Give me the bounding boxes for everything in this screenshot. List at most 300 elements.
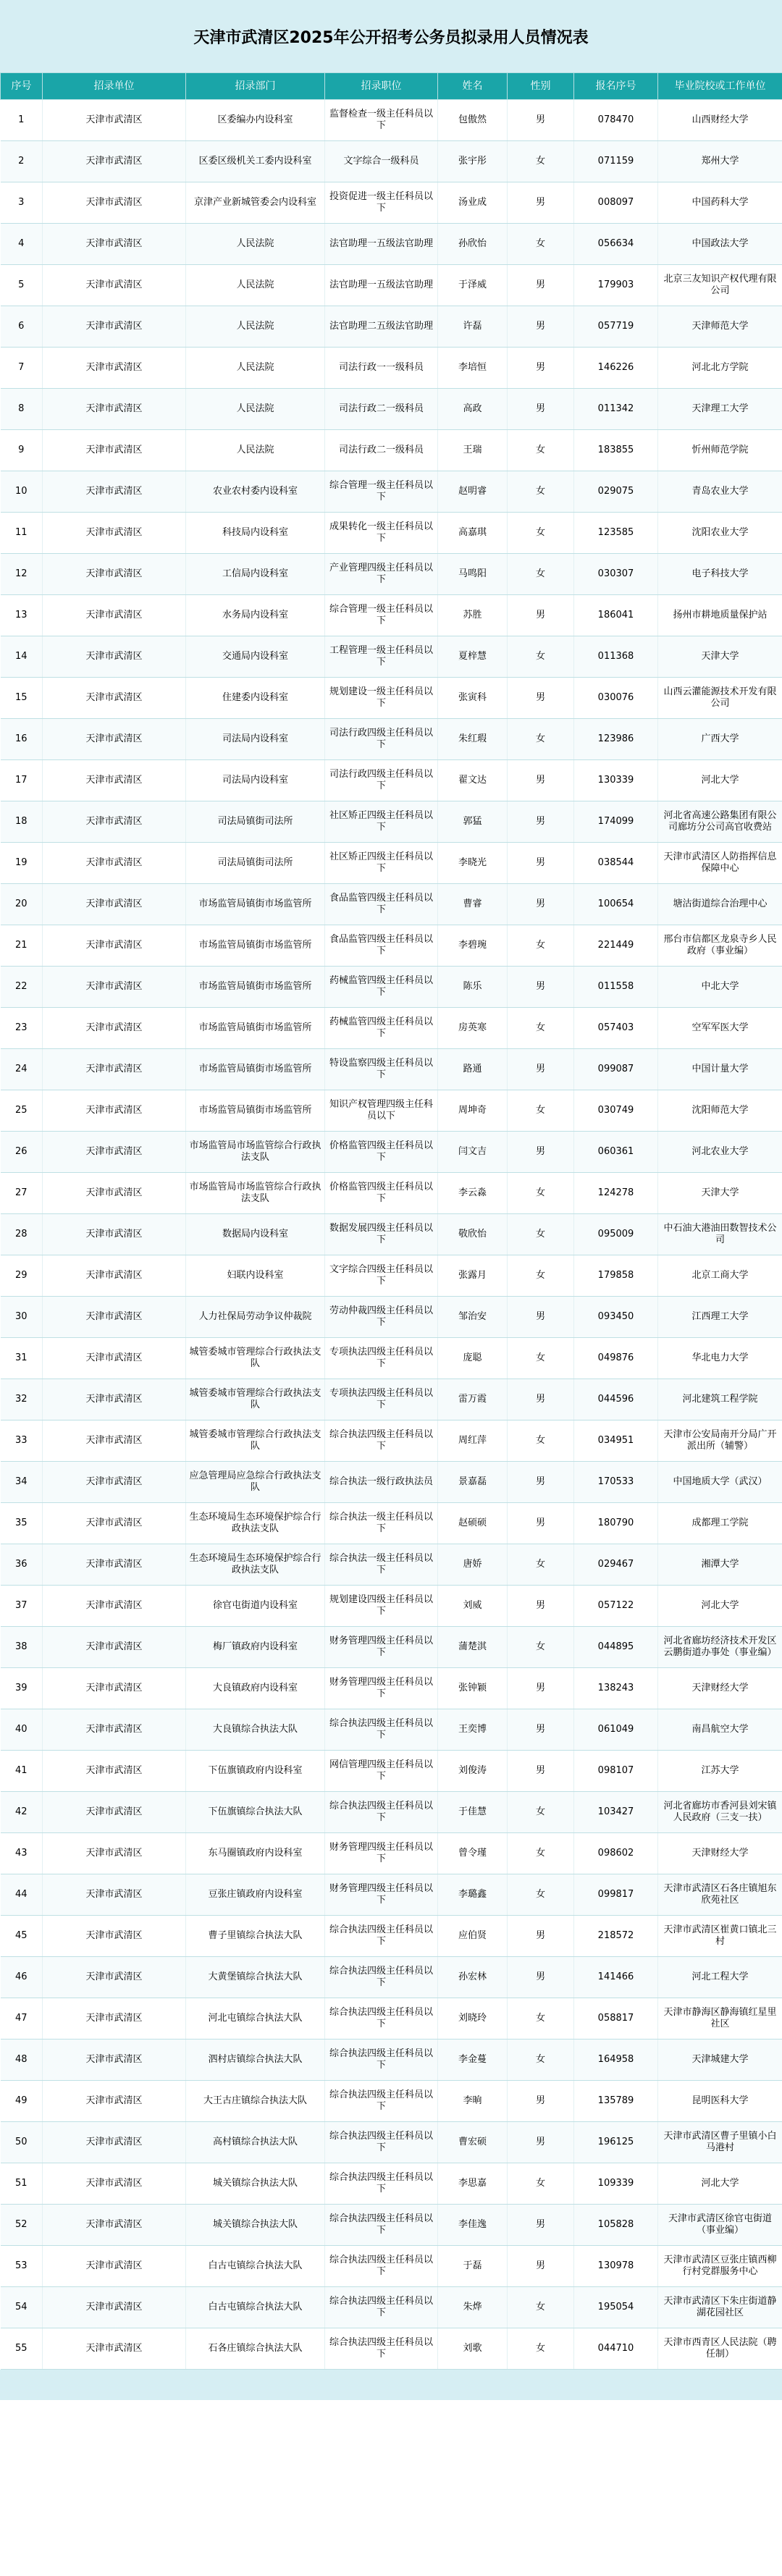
cell-index: 50	[1, 2122, 43, 2163]
cell-school-or-employer: 天津城建大学	[658, 2040, 782, 2081]
header-name: 姓名	[438, 73, 508, 100]
cell-school-or-employer: 电子科技大学	[658, 554, 782, 595]
cell-gender: 男	[508, 2081, 574, 2122]
cell-school-or-employer: 天津市西青区人民法院（聘任制）	[658, 2328, 782, 2370]
cell-unit: 天津市武清区	[43, 2205, 186, 2246]
cell-position: 综合执法四级主任科员以下	[325, 1998, 438, 2040]
cell-position: 特设监察四级主任科员以下	[325, 1049, 438, 1090]
cell-department: 人民法院	[186, 430, 325, 471]
cell-position: 法官助理一五级法官助理	[325, 265, 438, 306]
cell-department: 应急管理局应急综合行政执法支队	[186, 1462, 325, 1503]
cell-name: 李佳逸	[438, 2205, 508, 2246]
cell-gender: 女	[508, 2328, 574, 2370]
cell-unit: 天津市武清区	[43, 554, 186, 595]
cell-name: 于磊	[438, 2246, 508, 2287]
cell-school-or-employer: 北京三友知识产权代理有限公司	[658, 265, 782, 306]
cell-index: 40	[1, 1709, 43, 1751]
cell-department: 京津产业新城管委会内设科室	[186, 182, 325, 224]
cell-index: 18	[1, 801, 43, 843]
cell-registration-no: 186041	[574, 595, 658, 636]
cell-unit: 天津市武清区	[43, 678, 186, 719]
cell-name: 孙宏林	[438, 1957, 508, 1998]
cell-position: 综合执法一级主任科员以下	[325, 1544, 438, 1586]
cell-school-or-employer: 邢台市信都区龙泉寺乡人民政府（事业编）	[658, 925, 782, 967]
cell-department: 市场监管局镇街市场监管所	[186, 884, 325, 925]
cell-registration-no: 221449	[574, 925, 658, 967]
cell-gender: 女	[508, 1338, 574, 1379]
cell-registration-no: 011342	[574, 389, 658, 430]
cell-name: 赵硕硕	[438, 1503, 508, 1544]
cell-unit: 天津市武清区	[43, 2040, 186, 2081]
table-row	[1, 678, 782, 719]
table-row	[1, 636, 782, 678]
table-row	[1, 554, 782, 595]
cell-index: 12	[1, 554, 43, 595]
cell-department: 白古屯镇综合执法大队	[186, 2287, 325, 2328]
cell-school-or-employer: 天津市武清区人防指挥信息保障中心	[658, 843, 782, 884]
table-row	[1, 1338, 782, 1379]
cell-school-or-employer: 河北农业大学	[658, 1132, 782, 1173]
cell-position: 综合执法四级主任科员以下	[325, 2328, 438, 2370]
cell-unit: 天津市武清区	[43, 636, 186, 678]
cell-unit: 天津市武清区	[43, 141, 186, 182]
cell-school-or-employer: 河北省廊坊经济技术开发区云鹏街道办事处（事业编）	[658, 1627, 782, 1668]
cell-unit: 天津市武清区	[43, 760, 186, 801]
cell-gender: 女	[508, 719, 574, 760]
cell-registration-no: 095009	[574, 1214, 658, 1255]
cell-department: 农业农村委内设科室	[186, 471, 325, 513]
cell-unit: 天津市武清区	[43, 1586, 186, 1627]
cell-registration-no: 098602	[574, 1833, 658, 1874]
cell-name: 应伯贤	[438, 1916, 508, 1957]
cell-position: 综合执法四级主任科员以下	[325, 2163, 438, 2205]
cell-school-or-employer: 湘潭大学	[658, 1544, 782, 1586]
table-row	[1, 224, 782, 265]
cell-gender: 男	[508, 1049, 574, 1090]
cell-unit: 天津市武清区	[43, 2081, 186, 2122]
cell-registration-no: 170533	[574, 1462, 658, 1503]
header-school-or-employer: 毕业院校或工作单位	[658, 73, 782, 100]
cell-name: 刘晓玲	[438, 1998, 508, 2040]
cell-department: 人民法院	[186, 224, 325, 265]
cell-name: 孙欣怡	[438, 224, 508, 265]
cell-registration-no: 099087	[574, 1049, 658, 1090]
cell-school-or-employer: 天津大学	[658, 1173, 782, 1214]
cell-name: 周坤奇	[438, 1090, 508, 1132]
cell-registration-no: 078470	[574, 100, 658, 141]
cell-registration-no: 124278	[574, 1173, 658, 1214]
cell-position: 财务管理四级主任科员以下	[325, 1627, 438, 1668]
cell-gender: 男	[508, 182, 574, 224]
cell-unit: 天津市武清区	[43, 182, 186, 224]
cell-name: 李碧琬	[438, 925, 508, 967]
table-row	[1, 1709, 782, 1751]
cell-name: 马鸣阳	[438, 554, 508, 595]
cell-gender: 女	[508, 2040, 574, 2081]
cell-index: 10	[1, 471, 43, 513]
table-row	[1, 1090, 782, 1132]
cell-position: 监督检查一级主任科员以下	[325, 100, 438, 141]
cell-unit: 天津市武清区	[43, 719, 186, 760]
cell-index: 34	[1, 1462, 43, 1503]
cell-registration-no: 141466	[574, 1957, 658, 1998]
cell-department: 城关镇综合执法大队	[186, 2205, 325, 2246]
cell-school-or-employer: 中北大学	[658, 967, 782, 1008]
cell-unit: 天津市武清区	[43, 884, 186, 925]
table-row	[1, 1833, 782, 1874]
cell-department: 人民法院	[186, 348, 325, 389]
cell-position: 法官助理二五级法官助理	[325, 306, 438, 348]
table-row	[1, 925, 782, 967]
cell-registration-no: 029467	[574, 1544, 658, 1586]
title-bar	[0, 0, 782, 72]
cell-unit: 天津市武清区	[43, 1049, 186, 1090]
cell-unit: 天津市武清区	[43, 1792, 186, 1833]
cell-unit: 天津市武清区	[43, 1833, 186, 1874]
cell-position: 专项执法四级主任科员以下	[325, 1338, 438, 1379]
table-row	[1, 141, 782, 182]
cell-position: 综合执法四级主任科员以下	[325, 2081, 438, 2122]
cell-registration-no: 130978	[574, 2246, 658, 2287]
cell-registration-no: 164958	[574, 2040, 658, 2081]
cell-index: 2	[1, 141, 43, 182]
cell-name: 房英寒	[438, 1008, 508, 1049]
cell-gender: 女	[508, 636, 574, 678]
cell-position: 网信管理四级主任科员以下	[325, 1751, 438, 1792]
cell-unit: 天津市武清区	[43, 1255, 186, 1297]
cell-registration-no: 044596	[574, 1379, 658, 1420]
cell-registration-no: 130339	[574, 760, 658, 801]
cell-position: 司法行政一一级科员	[325, 348, 438, 389]
cell-school-or-employer: 华北电力大学	[658, 1338, 782, 1379]
cell-school-or-employer: 天津市公安局南开分局广开派出所（辅警）	[658, 1420, 782, 1462]
cell-gender: 男	[508, 1957, 574, 1998]
table-row	[1, 430, 782, 471]
cell-index: 29	[1, 1255, 43, 1297]
cell-registration-no: 098107	[574, 1751, 658, 1792]
cell-department: 市场监管局市场监管综合行政执法支队	[186, 1132, 325, 1173]
cell-department: 市场监管局市场监管综合行政执法支队	[186, 1173, 325, 1214]
table-row	[1, 389, 782, 430]
table-row	[1, 348, 782, 389]
cell-unit: 天津市武清区	[43, 2287, 186, 2328]
cell-position: 司法行政四级主任科员以下	[325, 760, 438, 801]
cell-department: 城管委城市管理综合行政执法支队	[186, 1420, 325, 1462]
cell-position: 综合执法四级主任科员以下	[325, 1420, 438, 1462]
footer-bar	[0, 2370, 782, 2400]
cell-name: 刘威	[438, 1586, 508, 1627]
cell-department: 大良镇政府内设科室	[186, 1668, 325, 1709]
cell-gender: 女	[508, 1833, 574, 1874]
cell-department: 妇联内设科室	[186, 1255, 325, 1297]
cell-position: 法官助理一五级法官助理	[325, 224, 438, 265]
cell-registration-no: 049876	[574, 1338, 658, 1379]
cell-department: 梅厂镇政府内设科室	[186, 1627, 325, 1668]
cell-school-or-employer: 北京工商大学	[658, 1255, 782, 1297]
cell-name: 曹宏硕	[438, 2122, 508, 2163]
cell-name: 邹治安	[438, 1297, 508, 1338]
cell-position: 食品监管四级主任科员以下	[325, 884, 438, 925]
table-row	[1, 1792, 782, 1833]
cell-school-or-employer: 青岛农业大学	[658, 471, 782, 513]
cell-registration-no: 034951	[574, 1420, 658, 1462]
cell-department: 河北屯镇综合执法大队	[186, 1998, 325, 2040]
cell-unit: 天津市武清区	[43, 348, 186, 389]
cell-unit: 天津市武清区	[43, 306, 186, 348]
cell-school-or-employer: 昆明医科大学	[658, 2081, 782, 2122]
table-row	[1, 801, 782, 843]
cell-name: 张寅科	[438, 678, 508, 719]
cell-gender: 女	[508, 1255, 574, 1297]
cell-gender: 女	[508, 2163, 574, 2205]
table-row	[1, 2246, 782, 2287]
cell-unit: 天津市武清区	[43, 1668, 186, 1709]
cell-name: 许磊	[438, 306, 508, 348]
cell-index: 55	[1, 2328, 43, 2370]
cell-position: 综合执法四级主任科员以下	[325, 1792, 438, 1833]
cell-position: 综合执法四级主任科员以下	[325, 2205, 438, 2246]
cell-school-or-employer: 沈阳农业大学	[658, 513, 782, 554]
table-row	[1, 2287, 782, 2328]
cell-department: 数据局内设科室	[186, 1214, 325, 1255]
cell-gender: 女	[508, 1090, 574, 1132]
cell-registration-no: 061049	[574, 1709, 658, 1751]
cell-gender: 男	[508, 2246, 574, 2287]
header-gender: 性别	[508, 73, 574, 100]
cell-position: 工程管理一级主任科员以下	[325, 636, 438, 678]
table-row	[1, 2163, 782, 2205]
cell-position: 司法行政二一级科员	[325, 430, 438, 471]
cell-school-or-employer: 河北省高速公路集团有限公司廊坊分公司高官收费站	[658, 801, 782, 843]
cell-index: 26	[1, 1132, 43, 1173]
cell-department: 高村镇综合执法大队	[186, 2122, 325, 2163]
cell-gender: 男	[508, 1462, 574, 1503]
table-row	[1, 182, 782, 224]
cell-school-or-employer: 天津市武清区石各庄镇旭东欣苑社区	[658, 1874, 782, 1916]
table-row	[1, 2040, 782, 2081]
cell-unit: 天津市武清区	[43, 801, 186, 843]
cell-index: 46	[1, 1957, 43, 1998]
table-row	[1, 471, 782, 513]
cell-gender: 男	[508, 967, 574, 1008]
cell-gender: 男	[508, 801, 574, 843]
cell-name: 王奕博	[438, 1709, 508, 1751]
cell-registration-no: 029075	[574, 471, 658, 513]
cell-gender: 女	[508, 1998, 574, 2040]
cell-gender: 女	[508, 1874, 574, 1916]
cell-school-or-employer: 天津财经大学	[658, 1668, 782, 1709]
cell-position: 综合执法四级主任科员以下	[325, 1957, 438, 1998]
cell-school-or-employer: 河北大学	[658, 2163, 782, 2205]
cell-unit: 天津市武清区	[43, 224, 186, 265]
cell-department: 司法局内设科室	[186, 719, 325, 760]
cell-school-or-employer: 河北建筑工程学院	[658, 1379, 782, 1420]
cell-gender: 女	[508, 1008, 574, 1049]
table-body	[1, 100, 782, 2370]
cell-unit: 天津市武清区	[43, 1462, 186, 1503]
cell-position: 财务管理四级主任科员以下	[325, 1668, 438, 1709]
cell-index: 19	[1, 843, 43, 884]
cell-registration-no: 044895	[574, 1627, 658, 1668]
cell-registration-no: 146226	[574, 348, 658, 389]
cell-position: 司法行政四级主任科员以下	[325, 719, 438, 760]
cell-gender: 男	[508, 2205, 574, 2246]
cell-school-or-employer: 郑州大学	[658, 141, 782, 182]
cell-registration-no: 044710	[574, 2328, 658, 2370]
cell-position: 知识产权管理四级主任科员以下	[325, 1090, 438, 1132]
cell-position: 综合执法四级主任科员以下	[325, 1916, 438, 1957]
cell-index: 33	[1, 1420, 43, 1462]
cell-department: 司法局镇街司法所	[186, 801, 325, 843]
cell-school-or-employer: 广西大学	[658, 719, 782, 760]
cell-gender: 男	[508, 1751, 574, 1792]
cell-school-or-employer: 天津市武清区曹子里镇小白马港村	[658, 2122, 782, 2163]
cell-registration-no: 099817	[574, 1874, 658, 1916]
table-row	[1, 2328, 782, 2370]
cell-registration-no: 060361	[574, 1132, 658, 1173]
cell-index: 13	[1, 595, 43, 636]
cell-position: 综合执法四级主任科员以下	[325, 2040, 438, 2081]
cell-name: 郭猛	[438, 801, 508, 843]
cell-gender: 男	[508, 100, 574, 141]
cell-department: 城关镇综合执法大队	[186, 2163, 325, 2205]
cell-unit: 天津市武清区	[43, 1214, 186, 1255]
cell-department: 水务局内设科室	[186, 595, 325, 636]
cell-index: 21	[1, 925, 43, 967]
cell-department: 生态环境局生态环境保护综合行政执法支队	[186, 1544, 325, 1586]
table-row	[1, 1420, 782, 1462]
header-row	[1, 73, 782, 100]
cell-name: 雷万霞	[438, 1379, 508, 1420]
cell-unit: 天津市武清区	[43, 1874, 186, 1916]
table-row	[1, 1049, 782, 1090]
cell-department: 交通局内设科室	[186, 636, 325, 678]
cell-index: 28	[1, 1214, 43, 1255]
cell-gender: 男	[508, 1709, 574, 1751]
cell-position: 综合执法四级主任科员以下	[325, 1709, 438, 1751]
cell-school-or-employer: 河北大学	[658, 760, 782, 801]
cell-index: 35	[1, 1503, 43, 1544]
cell-gender: 男	[508, 760, 574, 801]
cell-index: 3	[1, 182, 43, 224]
cell-department: 司法局镇街司法所	[186, 843, 325, 884]
cell-unit: 天津市武清区	[43, 925, 186, 967]
cell-index: 32	[1, 1379, 43, 1420]
cell-gender: 男	[508, 1379, 574, 1420]
cell-department: 人力社保局劳动争议仲裁院	[186, 1297, 325, 1338]
cell-school-or-employer: 河北工程大学	[658, 1957, 782, 1998]
cell-unit: 天津市武清区	[43, 2163, 186, 2205]
cell-department: 泗村店镇综合执法大队	[186, 2040, 325, 2081]
header-department: 招录部门	[186, 73, 325, 100]
cell-school-or-employer: 成都理工学院	[658, 1503, 782, 1544]
cell-school-or-employer: 江苏大学	[658, 1751, 782, 1792]
cell-position: 文字综合四级主任科员以下	[325, 1255, 438, 1297]
cell-gender: 女	[508, 430, 574, 471]
cell-index: 54	[1, 2287, 43, 2328]
cell-unit: 天津市武清区	[43, 430, 186, 471]
cell-department: 大良镇综合执法大队	[186, 1709, 325, 1751]
cell-gender: 女	[508, 925, 574, 967]
cell-name: 朱烨	[438, 2287, 508, 2328]
cell-registration-no: 123986	[574, 719, 658, 760]
cell-name: 周红萍	[438, 1420, 508, 1462]
cell-gender: 女	[508, 513, 574, 554]
cell-school-or-employer: 天津市武清区豆张庄镇西柳行村党群服务中心	[658, 2246, 782, 2287]
table-row	[1, 265, 782, 306]
cell-index: 11	[1, 513, 43, 554]
cell-department: 司法局内设科室	[186, 760, 325, 801]
cell-registration-no: 011558	[574, 967, 658, 1008]
cell-name: 王瑞	[438, 430, 508, 471]
cell-name: 苏胜	[438, 595, 508, 636]
cell-department: 城管委城市管理综合行政执法支队	[186, 1338, 325, 1379]
cell-department: 生态环境局生态环境保护综合行政执法支队	[186, 1503, 325, 1544]
cell-unit: 天津市武清区	[43, 2328, 186, 2370]
cell-school-or-employer: 河北省廊坊市香河县刘宋镇人民政府（三支一扶）	[658, 1792, 782, 1833]
cell-index: 44	[1, 1874, 43, 1916]
cell-registration-no: 195054	[574, 2287, 658, 2328]
cell-department: 曹子里镇综合执法大队	[186, 1916, 325, 1957]
cell-unit: 天津市武清区	[43, 471, 186, 513]
cell-registration-no: 138243	[574, 1668, 658, 1709]
cell-index: 23	[1, 1008, 43, 1049]
table-row	[1, 843, 782, 884]
cell-department: 人民法院	[186, 306, 325, 348]
cell-registration-no: 057719	[574, 306, 658, 348]
cell-unit: 天津市武清区	[43, 1957, 186, 1998]
cell-registration-no: 030076	[574, 678, 658, 719]
table-row	[1, 1668, 782, 1709]
cell-name: 李培恒	[438, 348, 508, 389]
table-row	[1, 1132, 782, 1173]
cell-department: 白古屯镇综合执法大队	[186, 2246, 325, 2287]
candidates-table	[0, 72, 782, 2370]
cell-index: 8	[1, 389, 43, 430]
header-index: 序号	[1, 73, 43, 100]
cell-index: 37	[1, 1586, 43, 1627]
cell-gender: 女	[508, 141, 574, 182]
cell-position: 规划建设一级主任科员以下	[325, 678, 438, 719]
table-row	[1, 1916, 782, 1957]
table-row	[1, 1627, 782, 1668]
cell-gender: 男	[508, 389, 574, 430]
cell-school-or-employer: 中国地质大学（武汉）	[658, 1462, 782, 1503]
cell-school-or-employer: 扬州市耕地质量保护站	[658, 595, 782, 636]
cell-name: 李璐鑫	[438, 1874, 508, 1916]
cell-position: 药械监管四级主任科员以下	[325, 967, 438, 1008]
cell-gender: 女	[508, 224, 574, 265]
cell-registration-no: 058817	[574, 1998, 658, 2040]
cell-name: 蒲楚淇	[438, 1627, 508, 1668]
cell-gender: 男	[508, 348, 574, 389]
cell-gender: 女	[508, 1792, 574, 1833]
cell-index: 48	[1, 2040, 43, 2081]
table-row	[1, 1751, 782, 1792]
cell-registration-no: 038544	[574, 843, 658, 884]
cell-school-or-employer: 河北北方学院	[658, 348, 782, 389]
cell-department: 城管委城市管理综合行政执法支队	[186, 1379, 325, 1420]
page-title: 天津市武清区2025年公开招考公务员拟录用人员情况表	[193, 28, 589, 47]
cell-name: 于佳慧	[438, 1792, 508, 1833]
cell-gender: 男	[508, 1503, 574, 1544]
cell-school-or-employer: 中国计量大学	[658, 1049, 782, 1090]
cell-name: 李金蔓	[438, 2040, 508, 2081]
cell-position: 文字综合一级科员	[325, 141, 438, 182]
cell-name: 于泽威	[438, 265, 508, 306]
table-header	[1, 73, 782, 100]
cell-position: 综合执法一级行政执法员	[325, 1462, 438, 1503]
